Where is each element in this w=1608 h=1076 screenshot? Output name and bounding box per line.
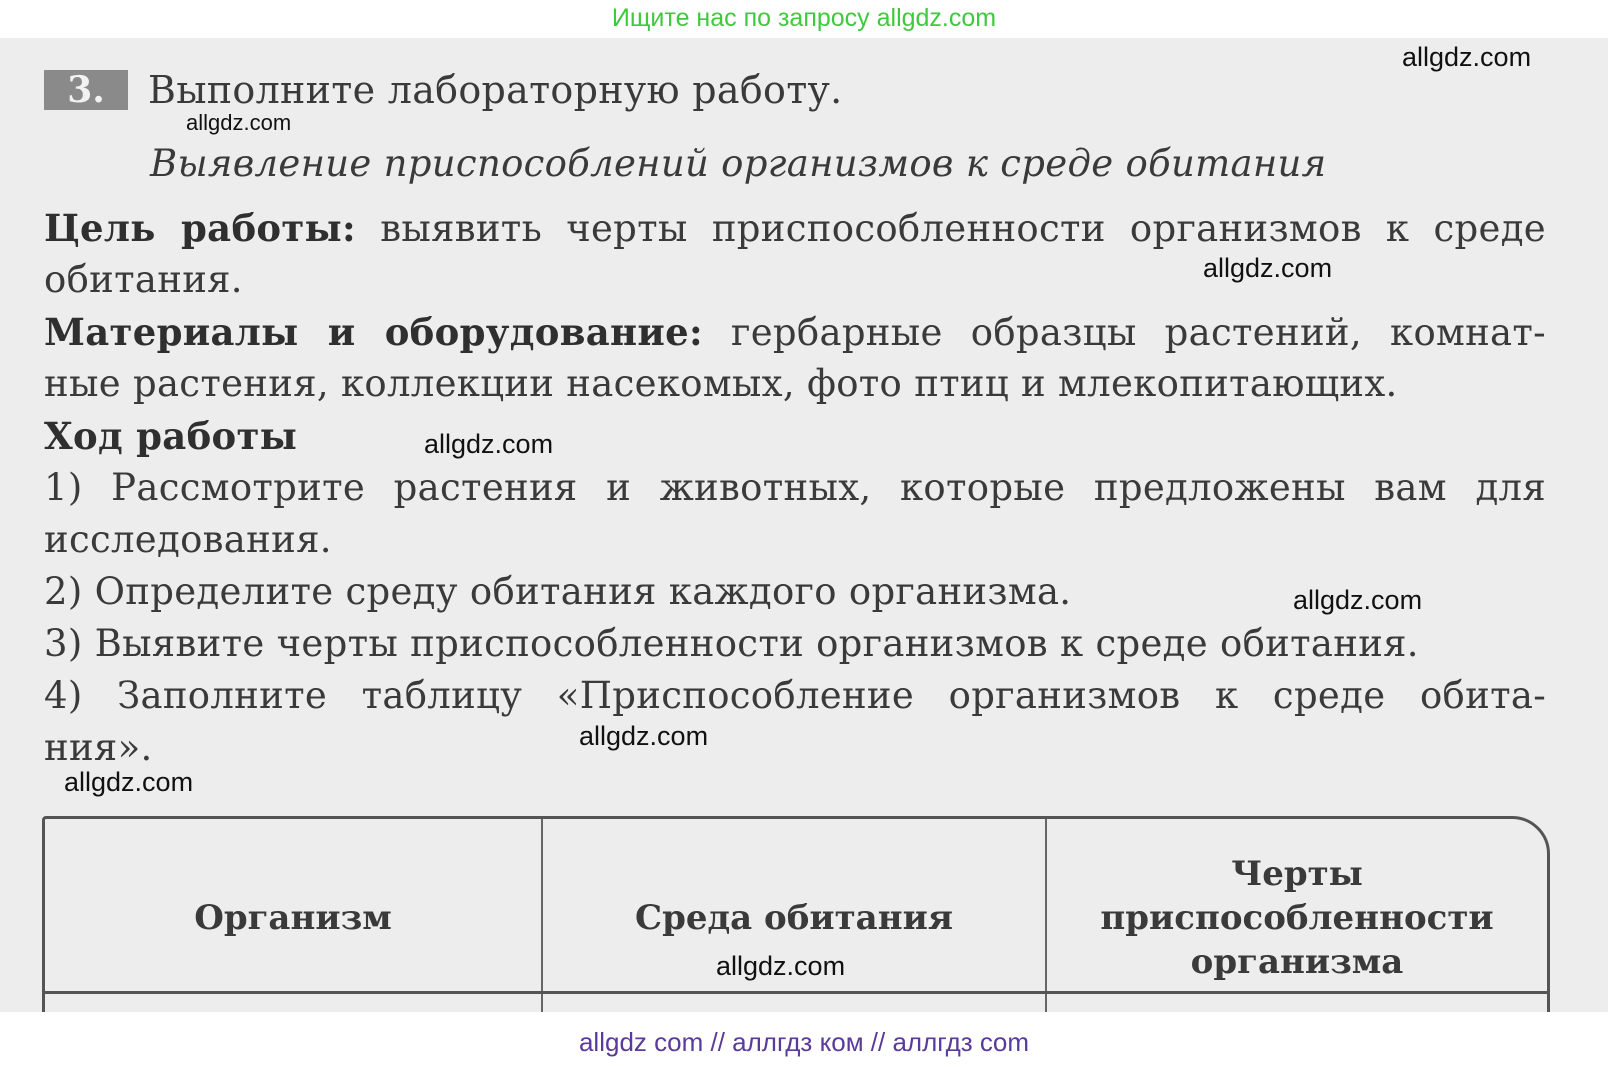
watermark: allgdz.com <box>186 110 292 135</box>
materials-text: гербарные образцы растений, комнат- <box>731 311 1546 354</box>
goal-line-1 <box>44 206 1546 250</box>
table-header-organism: Организм <box>45 819 543 1050</box>
top-banner: Ищите нас по запросу allgdz.com <box>0 0 1608 38</box>
watermark: allgdz.com <box>1293 585 1423 615</box>
goal-text: выявить черты приспособленности организмов к среде <box>380 207 1547 250</box>
procedure-heading: Ход работы <box>44 414 298 458</box>
step-1-line-2: исследования. <box>44 518 332 561</box>
watermark: allgdz.com <box>716 951 846 981</box>
step-1-line-1: 1) Рассмотрите растения и животных, которые предложены вам для <box>44 466 1546 509</box>
goal-label: Цель работы: <box>44 206 356 250</box>
exercise-title: Выполните лабораторную работу. <box>148 68 843 112</box>
lab-title: Выявление приспособлений организмов к среде обитания <box>150 142 1327 185</box>
watermark: allgdz.com <box>64 767 194 797</box>
materials-line-2: ные растения, коллекции насекомых, фото птиц и млекопитающих. <box>44 362 1398 405</box>
textbook-page <box>0 38 1608 1050</box>
materials-line-1 <box>44 310 1546 354</box>
watermark: allgdz.com <box>1402 42 1532 72</box>
watermark: allgdz.com <box>1203 253 1333 283</box>
materials-label: Материалы и оборудование: <box>44 310 703 354</box>
goal-line-2: обитания. <box>44 258 243 301</box>
step-3: 3) Выявите черты приспособленности организмов к среде обитания. <box>44 622 1419 665</box>
watermark: allgdz.com <box>579 721 709 751</box>
footer-bar: allgdz com // аллгдз ком // аллгдз com <box>0 1012 1608 1076</box>
step-2: 2) Определите среду обитания каждого организма. <box>44 570 1072 613</box>
table-header-habitat: Среда обитания <box>543 819 1047 1050</box>
exercise-number-badge: 3. <box>44 70 128 110</box>
step-4-line-1: 4) Заполните таблицу «Приспособление организмов к среде обита- <box>44 674 1546 717</box>
table-header-adaptations: Черты приспособленности организма <box>1100 854 1494 982</box>
step-4-line-2: ния». <box>44 726 153 769</box>
watermark: allgdz.com <box>424 429 554 459</box>
table-header-divider <box>45 991 1547 994</box>
